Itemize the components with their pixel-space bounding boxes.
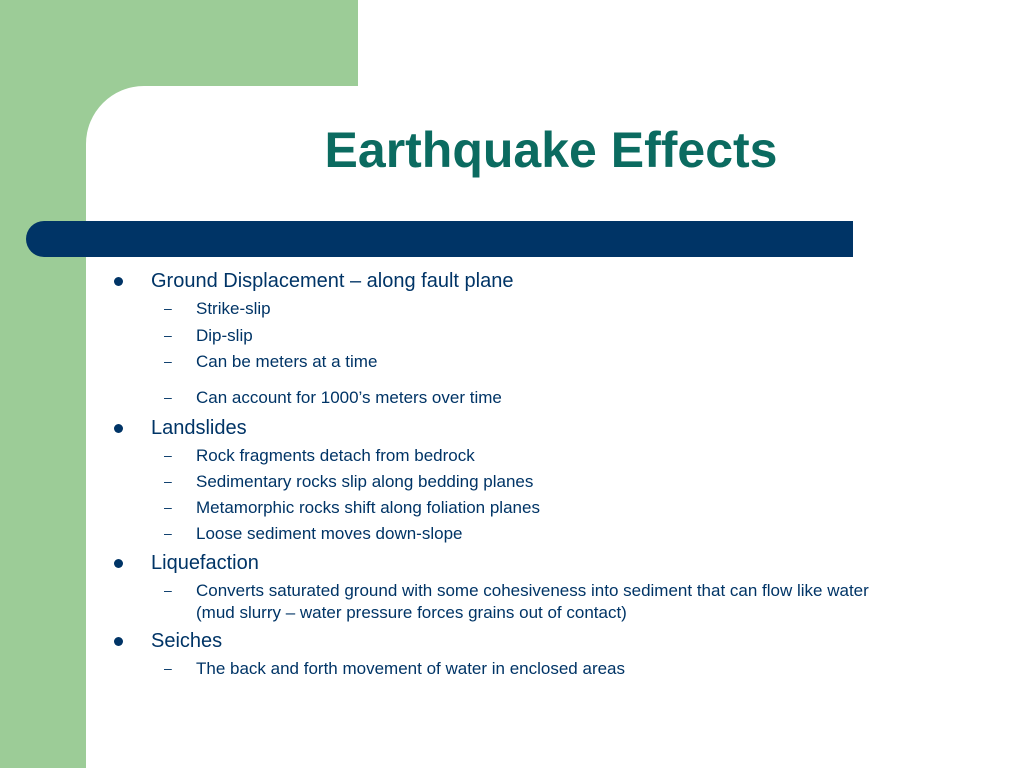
subitem-metamorphic-rocks: Metamorphic rocks shift along foliation planes (196, 498, 540, 517)
dash-icon: – (164, 300, 172, 316)
subitem-1000s-meters: Can account for 1000’s meters over time (196, 388, 502, 407)
dash-icon: – (164, 327, 172, 343)
dash-icon: – (164, 499, 172, 515)
subitem-dip-slip: Dip-slip (196, 326, 253, 345)
subitem-loose-sediment: Loose sediment moves down-slope (196, 524, 463, 543)
bullet-item-liquefaction: Liquefaction (151, 552, 259, 574)
subitem-meters-at-a-time: Can be meters at a time (196, 352, 378, 371)
subitem-back-and-forth: The back and forth movement of water in enclosed areas (196, 659, 626, 678)
dash-icon: – (164, 473, 172, 489)
dash-icon: – (164, 447, 172, 463)
bullet-icon (114, 424, 123, 433)
slide-title: Earthquake Effects (324, 122, 778, 178)
bullet-icon (114, 637, 123, 646)
dash-icon: – (164, 389, 172, 405)
subitem-strike-slip: Strike-slip (196, 299, 271, 318)
bullet-item-ground-displacement: Ground Displacement – along fault plane (151, 270, 514, 292)
dash-icon: – (164, 582, 172, 598)
dash-icon: – (164, 660, 172, 676)
subitem-mud-slurry: (mud slurry – water pressure forces grains out of contact) (196, 603, 627, 622)
subitem-sedimentary-rocks: Sedimentary rocks slip along bedding planes (196, 472, 534, 491)
subitem-rock-fragments: Rock fragments detach from bedrock (196, 446, 475, 465)
dash-icon: – (164, 353, 172, 369)
bullet-icon (114, 277, 123, 286)
bullet-item-landslides: Landslides (151, 417, 247, 439)
dash-icon: – (164, 525, 172, 541)
bullet-item-seiches: Seiches (151, 630, 223, 652)
subitem-converts-saturated-ground: Converts saturated ground with some cohesiveness into sediment that can flow like water (196, 581, 869, 600)
bullet-icon (114, 559, 123, 568)
